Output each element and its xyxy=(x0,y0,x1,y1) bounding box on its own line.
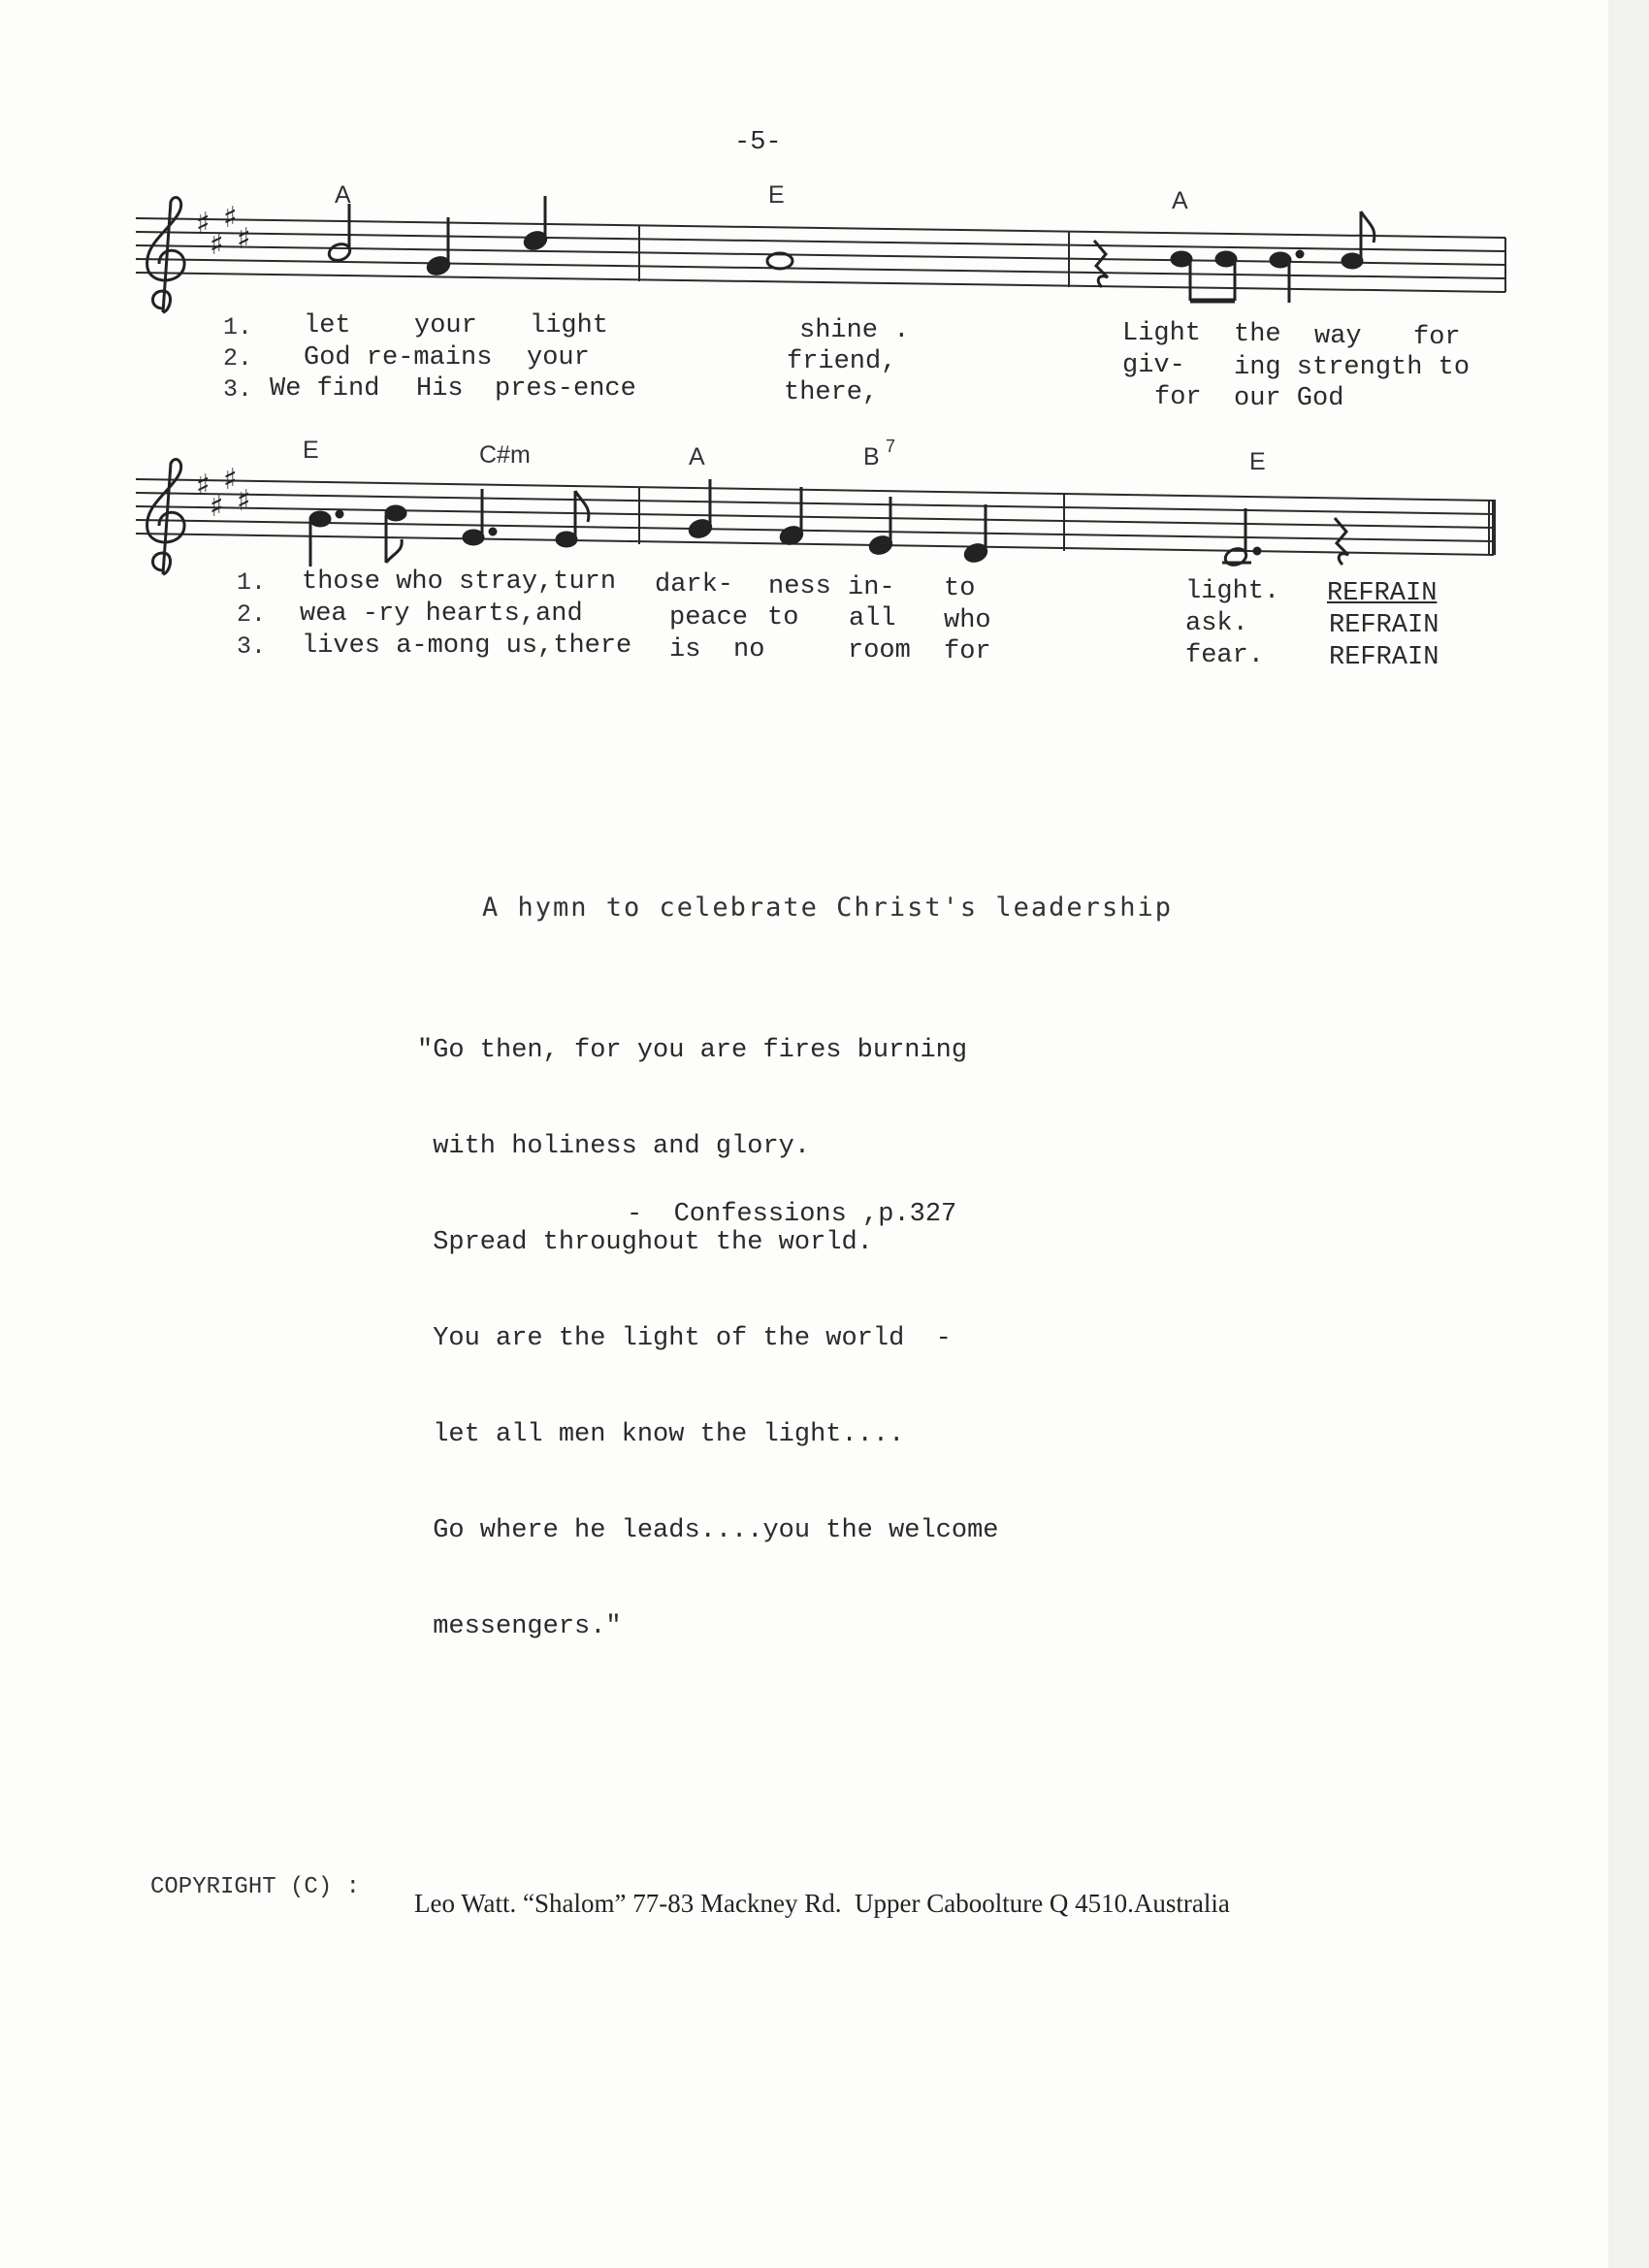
svg-text:♯: ♯ xyxy=(237,484,251,518)
copyright-label: COPYRIGHT (C) : xyxy=(150,1874,361,1900)
lyric: who xyxy=(944,606,991,635)
lyric: for xyxy=(1413,323,1461,352)
chord-label: A xyxy=(689,443,705,470)
lyric: room xyxy=(848,636,911,665)
page-number: -5- xyxy=(734,128,782,157)
chord-label: C#m xyxy=(479,441,531,469)
lyric: light xyxy=(530,311,609,340)
lyric: shine . xyxy=(799,316,910,345)
lyric: Light xyxy=(1122,319,1202,348)
quote-line: messengers." xyxy=(417,1612,622,1641)
key-signature-icon xyxy=(196,201,251,262)
lyric: God re-mains xyxy=(304,343,493,373)
chord-label: E xyxy=(1249,448,1266,475)
quote-line: You are the light of the world - xyxy=(417,1324,952,1353)
note xyxy=(1342,211,1374,268)
refrain-label: REFRAIN xyxy=(1329,611,1439,640)
lyric: to xyxy=(767,603,799,632)
verse-number: 1. xyxy=(237,568,267,597)
lyric: let xyxy=(304,311,351,340)
svg-text:♯: ♯ xyxy=(210,490,224,524)
lyric: ness xyxy=(768,572,831,601)
copyright-text: Leo Watt. “Shalom” 77-83 Mackney Rd. Upper Caboolture Q 4510.Australia xyxy=(414,1889,1230,1918)
note xyxy=(327,204,352,263)
lyric: friend, xyxy=(787,347,897,376)
lyric: giv- xyxy=(1122,351,1185,380)
note xyxy=(868,497,893,556)
quote-block xyxy=(417,971,999,1675)
chord-label: A xyxy=(1172,187,1188,214)
quote-line: let all men know the light.... xyxy=(417,1420,905,1449)
chord-superscript: 7 xyxy=(886,437,896,456)
quote-line: with holiness and glory. xyxy=(417,1132,811,1161)
verse-number: 3. xyxy=(237,632,267,661)
key-signature-icon xyxy=(196,463,251,524)
lyric: dark- xyxy=(655,570,734,599)
quote-attribution: - Confessions ,p.327 xyxy=(627,1200,957,1229)
lyric: the xyxy=(1234,320,1281,349)
quote-line: Spread throughout the world. xyxy=(417,1228,873,1257)
note xyxy=(426,217,451,276)
lyric: way xyxy=(1314,322,1362,351)
lyric: peace xyxy=(669,603,749,632)
note xyxy=(1271,251,1303,303)
svg-text:♯: ♯ xyxy=(210,228,224,262)
note xyxy=(386,506,405,563)
lyric: in- xyxy=(848,573,895,602)
lyric: ing strength to xyxy=(1234,353,1471,382)
lyric: light. xyxy=(1185,577,1280,606)
lyric: all xyxy=(849,604,896,633)
lyric: ask. xyxy=(1185,609,1248,638)
lyric: there, xyxy=(784,378,879,407)
note xyxy=(1172,252,1191,301)
lyric: for xyxy=(944,637,991,666)
refrain-label: REFRAIN xyxy=(1329,643,1439,672)
chord-label: B xyxy=(863,443,880,470)
chord-label: A xyxy=(335,181,351,209)
music-staff xyxy=(136,194,1513,330)
svg-text:♯: ♯ xyxy=(196,207,210,241)
lyric: your xyxy=(527,343,590,373)
verse-number: 1. xyxy=(223,313,253,341)
verse-number: 2. xyxy=(223,344,253,373)
lyric: to xyxy=(944,574,976,603)
verse-number: 2. xyxy=(237,600,267,629)
chord-label: E xyxy=(768,181,785,209)
svg-text:♯: ♯ xyxy=(223,201,238,235)
lyric: no xyxy=(733,635,765,664)
quarter-rest-icon xyxy=(1094,241,1108,287)
treble-clef-icon xyxy=(147,198,184,312)
lyric: our God xyxy=(1234,384,1344,413)
lyric: We find xyxy=(270,374,380,404)
lyric: your xyxy=(414,311,477,340)
lyric: fear. xyxy=(1185,641,1265,670)
page-edge-shadow xyxy=(1608,0,1649,2268)
treble-clef-icon xyxy=(147,460,184,574)
lyric: those who stray,turn xyxy=(302,567,617,597)
svg-text:♯: ♯ xyxy=(196,469,210,502)
quote-line: Go where he leads....you the welcome xyxy=(417,1516,999,1545)
note xyxy=(1216,252,1236,301)
verse-number: 3. xyxy=(223,375,253,404)
svg-text:♯: ♯ xyxy=(223,463,238,497)
hymn-subtitle: A hymn to celebrate Christ's leadership xyxy=(482,892,1173,923)
quote-line: "Go then, for you are fires burning xyxy=(417,1036,968,1065)
svg-text:♯: ♯ xyxy=(237,222,251,256)
note xyxy=(310,511,342,567)
lyric: wea -ry hearts,and xyxy=(300,599,583,629)
note xyxy=(963,504,988,564)
lyric: His xyxy=(416,374,464,404)
lyric: lives a-mong us,there xyxy=(302,632,632,661)
lyric: pres-ence xyxy=(495,374,636,404)
refrain-label: REFRAIN xyxy=(1327,579,1438,608)
chord-label: E xyxy=(303,437,319,464)
lyric: for xyxy=(1154,383,1202,412)
lyric: is xyxy=(669,635,701,664)
